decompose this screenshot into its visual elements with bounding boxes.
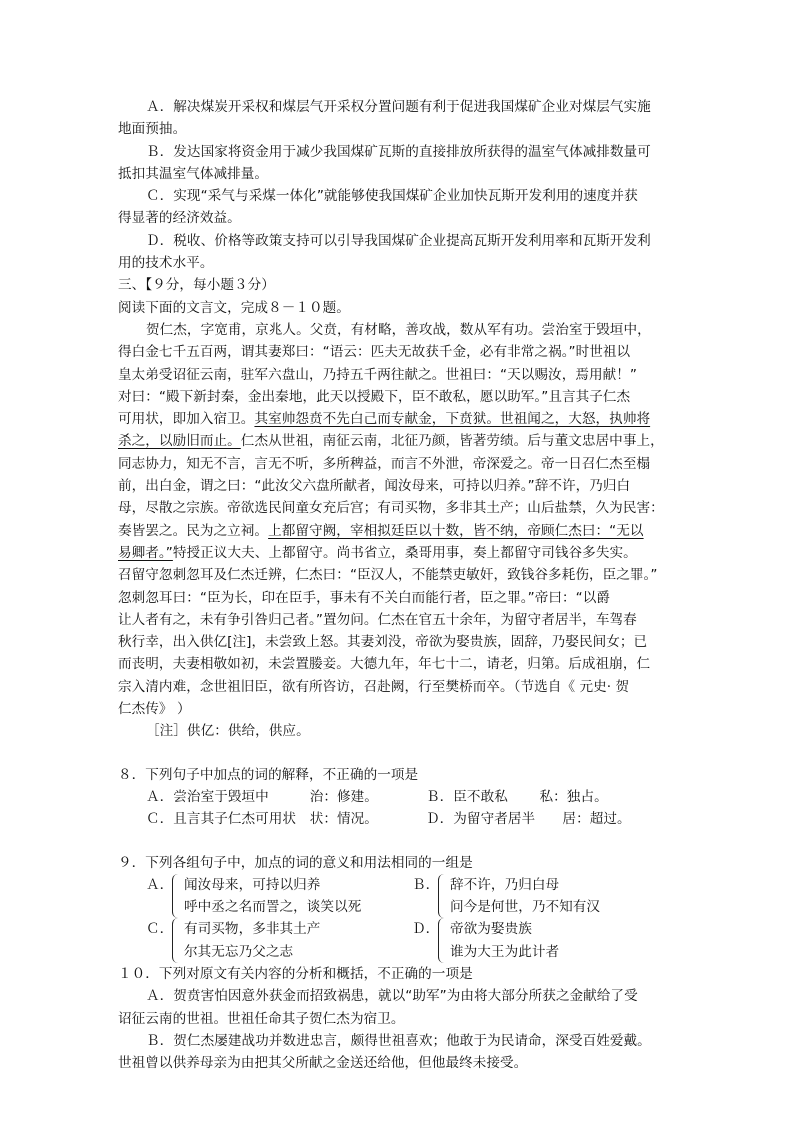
passage-line: 皇太弟受诏征云南，驻军六盘山，乃持五千两往献之。世祖曰：“天以赐汝，焉用献！” [118, 366, 638, 383]
q9-sentence: 闻汝母来，可持以归养 [184, 876, 321, 893]
q8-option-d: Ｄ．为留守者居半 居：超过。 [426, 811, 631, 828]
q9-sentence: 尔其无忘乃父之志 [184, 943, 294, 960]
q10-option-a-line1: Ａ．贺贲害怕因意外获金而招致祸患，就以“助军”为由将大部分所获之金献给了受 [146, 988, 638, 1005]
passage-line: 前，出白金，谓之曰：“此汝父六盘所献者，闻汝母来，可持以归养。”辞不许，乃归白 [118, 478, 631, 495]
q7-option-a-line2: 地面预抽。 [118, 121, 187, 138]
passage-line: 让人者有之，未有争引咎归己者。”置勿问。仁杰在官五十余年，为留守者居半，车驾春 [118, 611, 637, 628]
q7-option-c-line2: 得显著的经济效益。 [118, 210, 241, 227]
q7-option-b-line1: Ｂ．发达国家将资金用于减少我国煤矿瓦斯的直接排放所获得的温室气体减排数量可 [146, 143, 651, 160]
q9-option-label: Ｂ． [412, 876, 440, 893]
q7-option-a-line1: Ａ．解决煤炭开采权和煤层气开采权分置问题有利于促进我国煤矿企业对煤层气实施 [146, 99, 651, 115]
passage-line: 宗入清内难，念世祖旧臣，欲有所咨访，召赴阙，行至樊桥而卒。（节选自《 元史· 贺 [118, 678, 630, 695]
passage-line [118, 542, 678, 564]
q8-option-b: Ｂ．臣不敢私 私：独占。 [426, 788, 608, 805]
passage-line: 母，尽散之宗族。帝欲选民间童女充后宫；有司买物，多非其土产；山后盐禁，久为民害： [118, 500, 664, 517]
q8-option-a: Ａ．尝治室于毁垣中 治：修建。 [146, 788, 378, 805]
passage-line: 秋行幸，出入供亿[注]，未尝致上怒。其妻刘没，帝欲为娶贵族，固辞，乃娶民间女；已 [118, 634, 648, 651]
q7-option-d-line1: Ｄ．税收、价格等政策支持可以引导我国煤矿企业提高瓦斯开发利用率和瓦斯开发利 [146, 232, 651, 249]
passage-line: 而丧明，夫妻相敬如初，未尝置媵妾。大德九年，年七十二，请老，归第。后成祖崩，仁 [118, 656, 651, 673]
underlined-sentence: 上都留守阙，宰相拟廷臣以十数，皆不纳，帝顾仁杰曰：“无以 [268, 522, 644, 539]
q10-option-b-line2: 世祖曾以供养母亲为由把其父所献之金送还给他，但他最终未接受。 [118, 1055, 528, 1072]
q10-stem: １０．下列对原文有关内容的分析和概括，不正确的一项是 [118, 965, 473, 982]
q9-options-row [118, 874, 678, 919]
q9-option-b [412, 874, 678, 919]
q10-option-a-line2: 诏征云南的世祖。世祖任命其子贺仁杰为宿卫。 [118, 1010, 405, 1027]
brace-icon [172, 918, 181, 963]
passage-text: 特授正议大夫、上都留守。尚书省立，桑哥用事，奏上都留守司钱谷多失实。 [172, 544, 637, 561]
q9-option-a [146, 874, 412, 919]
q8-stem: ８．下列句子中加点的词的解释，不正确的一项是 [118, 766, 419, 783]
q9-sentence: 有司买物，多非其土产 [184, 921, 321, 938]
q9-sentence: 呼中丞之名而詈之，谈笑以死 [184, 899, 362, 916]
passage-line: 对曰：“殿下新封秦，金出秦地，此天以授殿下，臣不敢私，愿以助军。”且言其子仁杰 [118, 388, 631, 405]
passage-line: 得白金七千五百两，谓其妻郑曰：“语云：匹夫无故获千金，必有非常之祸。”时世祖以 [118, 344, 631, 361]
underlined-sentence: 杀之，以励旧而止。 [118, 433, 241, 450]
passage-line: 同志协力，知无不言，言无不听，多所稗益，而言不外泄，帝深爱之。帝一日召仁杰至榻 [118, 455, 651, 472]
passage-line: 仁杰传》 ） [118, 701, 191, 718]
q9-sentence: 帝欲为娶贵族 [450, 921, 532, 938]
q7-option-d-line2: 用的技术水平。 [118, 255, 214, 272]
underlined-sentence: 易卿者。” [118, 544, 173, 561]
q10-option-b-line1: Ｂ．贺仁杰屡建战功并数进忠言，颇得世祖喜欢；他敢于为民请命，深受百姓爱戴。 [146, 1032, 651, 1049]
section-instruction: 阅读下面的文言文，完成８－１０题。 [118, 299, 350, 316]
q8-option-c: Ｃ．且言其子仁杰可用状 状：情况。 [146, 811, 378, 828]
passage-footnote: ［注］供亿：供给，供应。 [146, 723, 310, 740]
underlined-sentence: 其室帅怨贲不先白己而专献金，下贲狱。世祖闻之，大怒，执帅将 [254, 411, 651, 428]
passage-line [118, 408, 678, 430]
q9-sentence: 问今是何世，乃不知有汉 [450, 899, 601, 916]
q9-option-d [412, 918, 678, 963]
brace-icon [172, 874, 181, 919]
passage-line [118, 520, 678, 542]
classical-passage [118, 319, 678, 743]
q9-options-row [118, 918, 678, 963]
passage-text: 仁杰从世祖，南征云南，北征乃颜，皆著劳绩。后与董文忠居中事上， [240, 433, 664, 450]
q8-options-row [118, 786, 678, 808]
passage-line: 贺仁杰，字宽甫，京兆人。父贲，有材略，善攻战，数从军有功。尝治室于毁垣中， [146, 321, 651, 338]
q9-option-label: Ｄ． [412, 921, 440, 938]
passage-line [118, 430, 678, 452]
passage-line: 忽刺忽耳曰：“臣为长，印在臣手，事未有不关白而能行者，臣之罪。”帝曰：“以爵 [118, 589, 611, 606]
brace-icon [438, 918, 447, 963]
q7-option-b-line2: 抵扣其温室气体减排量。 [118, 165, 269, 182]
q9-sentence: 辞不许，乃归白母 [450, 876, 560, 893]
document-page [118, 96, 678, 1074]
q9-option-label: Ａ． [146, 876, 174, 893]
section-heading: 三、【９分，每小题３分） [118, 277, 275, 294]
q9-option-label: Ｃ． [146, 921, 174, 938]
q9-sentence: 谁为大王为此计者 [450, 943, 560, 960]
q7-option-c-line1: Ｃ．实现“采气与采煤一体化”就能够使我国煤矿企业加快瓦斯开发利用的速度并获 [146, 188, 638, 205]
passage-text: 奏皆罢之。民为之立祠。 [118, 522, 269, 539]
brace-icon [438, 874, 447, 919]
q8-options-row [118, 808, 678, 830]
passage-line: 召留守忽刺忽耳及仁杰迁辨，仁杰曰：“臣汉人，不能禁吏敏奸，致钱谷多耗伤，臣之罪。” [118, 567, 658, 584]
passage-text: 可用状，即加入宿卫。 [118, 411, 255, 428]
q9-option-c [146, 918, 412, 963]
q9-stem: ９．下列各组句子中，加点的词的意义和用法相同的一组是 [118, 854, 473, 871]
